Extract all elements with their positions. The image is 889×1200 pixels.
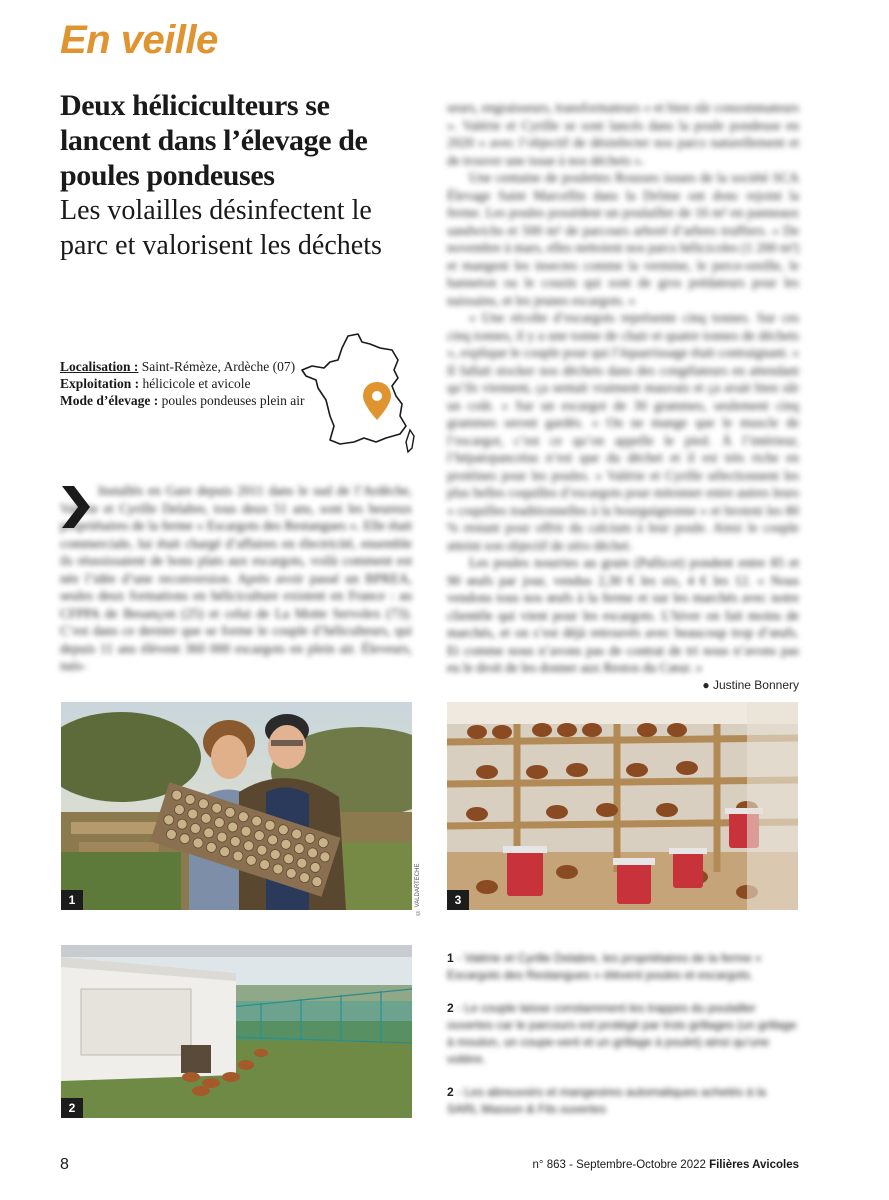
article-paragraph: seurs, engraisseurs, transformateurs « et bien sûr consommateurs ». Valérie et Cyrille se sont lancés dans la poule pondeuse en 2020 « avec l’objectif de désinfecter nos parcs naturellement et de trouver une issue à nos déchets ».	[447, 100, 799, 168]
article-paragraph: Installés en Gare depuis 2011 dans le sud de l’Ardèche, Valérie et Cyrille Delabre, tous deux 51 ans, sont les heureux propriétaires de la ferme « Escargots des Restangues ». Elle était commerciale, lui était chargé d’affaires en électricité, ensemble ils réussissaient de bons plats aux escargots, voilà comment est née l’idée d’une reconversion. Après avoir passé un BPREA, seules deux formations en héliciculture existent en France : au CFPPA de Besançon (25) et celui de La Motte Servolex (73). C’est dans ce dernier que se forme le couple d’héliculteurs, qui depuis 11 ans élèvent 360 000 escargots en plein air. Éleveurs, nais-	[60, 483, 412, 673]
publication-name: Filières Avicoles	[709, 1159, 799, 1171]
caption-item	[447, 950, 799, 984]
corsica-outline	[406, 430, 414, 452]
photo-couple-image	[61, 702, 412, 910]
photo-number-badge: 3	[447, 890, 469, 910]
info-mode	[60, 392, 310, 409]
farm-info-box	[60, 358, 310, 409]
article-paragraph: « Une récolte d’escargots représente cinq tonnes. Sur ces cinq tonnes, il y a une tonne de chair et quatre tonnes de déchets », explique le couple pour qui l’équarrissage était contraignant. « Il fallait stocker nos déchets dans des congélateurs en attendant qu’ils viennent, ça sentait vraiment mauvais et ça avait bien sûr un coût. » Sur un escargot de 30 grammes, seulement cinq grammes seront gardés. « On ne mange que le muscle de l’escargot, c’est ce qu’on appelle le pied. À l’intérieur, l’hépatopancréas n’est que du déchet et il est très riche en protéines pour les poules. » Valérie et Cyrille sélectionnent les plus belles coquilles d’escargots pour mitonner entre autres leurs « coquilles traditionnelles à la bourguignonne » et broient les 80 % restant pour offrir du calcium à leur poule. Ainsi le couple atteint son objectif de zéro déchet.	[447, 310, 799, 553]
france-map-icon	[300, 330, 420, 455]
section-rubric: En veille	[60, 18, 218, 62]
photo-henhouse-exterior	[61, 945, 412, 1118]
photo-credit: © VALDARTÈCHE	[415, 863, 421, 915]
info-exploitation-value: hélicicole et avicole	[142, 376, 251, 391]
photo-number-badge: 2	[61, 1098, 83, 1118]
photo-henhouse-interior	[447, 702, 798, 910]
info-localisation	[60, 358, 310, 375]
info-exploitation-label: Exploitation :	[60, 376, 140, 391]
photo-number-badge: 1	[61, 890, 83, 910]
info-localisation-label: Localisation :	[60, 359, 139, 374]
issue-footer	[533, 1159, 799, 1171]
caption-number: 2	[447, 1085, 454, 1099]
info-mode-value: poules pondeuses plein air	[161, 393, 305, 408]
caption-item	[447, 1084, 799, 1118]
caption-text: - Le couple laisse constamment les trappes du poulailler ouvertes car le parcours est protégé par trois grillages (un grillage à mouton, un coupe-vent et un grillage à poulet) ainsi qu’une volière.	[447, 1001, 797, 1066]
caption-text: - Valérie et Cyrille Delabre, les propriétaires de la ferme « Escargots des Restangues » élèvent poules et escargots.	[447, 951, 762, 982]
article-paragraph: Une centaine de poulettes Rousses issues de la société SCA Élevage Saint Marcellin dans la Drôme ont donc rejoint la ferme. Les poules possèdent un poulailler de 16 m² en panneaux sandwichs et 500 m² de parcours arboré d’arbres truffiers. « De novembre à mars, elles nettoient nos parcs hélicicoles (1 200 m²) et mangent les insectes comme la vermine, le perce-oreille, le hanneton ou le cousin qui sont de gros prédateurs pour les naissains, et les jeunes escargots. »	[447, 170, 799, 308]
caption-text: - Les abreuvoirs et mangeoires automatiques achetés à la SARL Masson & Fils ouvertes	[447, 1085, 766, 1116]
caption-number: 1	[447, 951, 454, 965]
info-mode-label: Mode d’élevage :	[60, 393, 159, 408]
photo-captions	[447, 950, 799, 1134]
issue-info: n° 863 - Septembre-Octobre 2022	[532, 1159, 710, 1171]
article-subhead: Les volailles désinfectent le parc et valorisent les déchets	[60, 195, 382, 261]
article-headline: Deux héliciculteurs se lancent dans l’élevage de poules pondeuses	[60, 89, 368, 192]
info-localisation-value: Saint-Rémèze, Ardèche (07)	[141, 359, 296, 374]
france-outline	[302, 334, 406, 444]
article-paragraph: Les poules nourries au grain (Pallicot) pondent entre 85 et 90 œufs par jour, vendus 2,30 € les six, 4 € les 12. « Nous vendons tous nos œufs à la ferme et sur les marchés avec notre clientèle qui vient pour les escargots. L’hiver on fait moins de marchés, et on s’est déjà retrouvés avec beaucoup trop d’œufs. Et comme nous n’avons pas de contrat de tri nous n’avons pas eu le droit de les donner aux Restos du Cœur. »	[447, 555, 799, 675]
article-byline: ● Justine Bonnery	[702, 677, 799, 692]
photo-henhouse-exterior-image	[61, 945, 412, 1118]
article-column-right	[447, 99, 799, 694]
caption-number: 2	[447, 1001, 454, 1015]
page-number: 8	[60, 1156, 69, 1173]
photo-henhouse-image	[447, 702, 798, 910]
info-exploitation	[60, 375, 310, 392]
photo-couple-snails	[61, 702, 412, 910]
caption-item	[447, 1000, 799, 1068]
article-column-left	[60, 482, 412, 675]
